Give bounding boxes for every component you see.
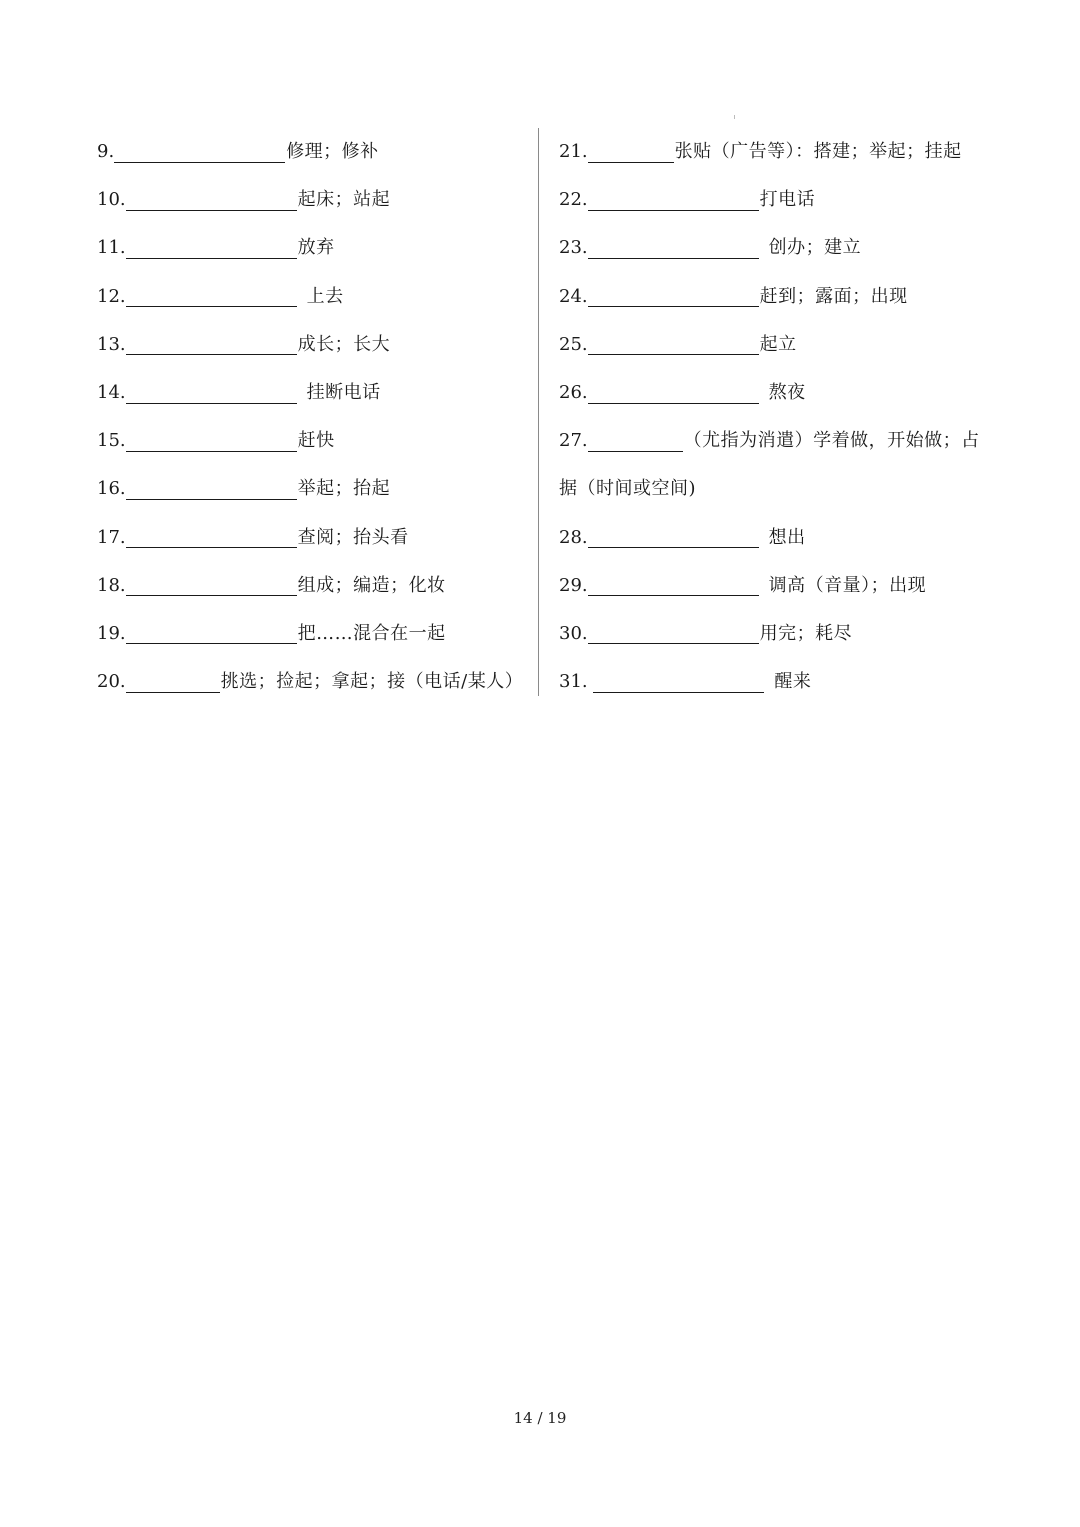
item-number: 20. — [97, 671, 126, 693]
answer-blank[interactable] — [126, 581, 297, 596]
list-item — [97, 224, 527, 272]
list-item — [97, 514, 527, 562]
item-meaning: 挑选；捡起；拿起；接（电话/某人） — [220, 671, 524, 693]
answer-blank[interactable] — [126, 678, 220, 693]
item-number: 15. — [97, 430, 126, 452]
item-meaning: （尤指为消遣）学着做，开始做；占 — [683, 430, 980, 452]
item-meaning: 起床；站起 — [297, 189, 391, 211]
answer-blank[interactable] — [588, 533, 759, 548]
list-item — [559, 610, 999, 658]
item-meaning: 想出 — [768, 526, 806, 548]
answer-blank[interactable] — [588, 244, 759, 259]
item-meaning: 起立 — [759, 333, 797, 355]
list-item — [559, 176, 999, 224]
item-number: 30. — [559, 622, 588, 644]
answer-blank[interactable] — [588, 389, 759, 404]
item-number: 23. — [559, 237, 588, 259]
list-item — [97, 562, 527, 610]
list-item — [97, 610, 527, 658]
item-number: 17. — [97, 526, 126, 548]
answer-blank[interactable] — [588, 629, 759, 644]
item-meaning: 创办；建立 — [768, 237, 862, 259]
page-number: 14 / 19 — [513, 1409, 567, 1427]
item-meaning: 打电话 — [759, 189, 816, 211]
item-number: 29. — [559, 574, 588, 596]
answer-blank[interactable] — [588, 292, 759, 307]
list-item — [97, 176, 527, 224]
item-meaning: 挂断电话 — [306, 382, 381, 404]
list-item — [559, 273, 999, 321]
item-number: 13. — [97, 333, 126, 355]
item-meaning: 熬夜 — [768, 382, 806, 404]
item-number: 19. — [97, 622, 126, 644]
item-meaning: 放弃 — [297, 237, 335, 259]
item-meaning: 醒来 — [774, 671, 812, 693]
answer-blank[interactable] — [588, 148, 674, 163]
answer-blank[interactable] — [126, 196, 297, 211]
list-item — [559, 224, 999, 272]
scan-mark — [734, 115, 735, 119]
list-item — [559, 321, 999, 369]
item-number: 11. — [97, 237, 126, 259]
answer-blank[interactable] — [114, 148, 285, 163]
item-meaning: 查阅；抬头看 — [297, 526, 409, 548]
item-number: 27. — [559, 430, 588, 452]
item-number: 26. — [559, 382, 588, 404]
answer-blank[interactable] — [126, 244, 297, 259]
answer-blank[interactable] — [126, 389, 297, 404]
answer-blank[interactable] — [126, 629, 297, 644]
item-number: 22. — [559, 189, 588, 211]
list-item — [97, 321, 527, 369]
list-item — [97, 417, 527, 465]
item-number: 31. — [559, 671, 594, 693]
item-meaning: 成长；长大 — [297, 333, 391, 355]
answer-blank[interactable] — [588, 581, 759, 596]
item-number: 14. — [97, 382, 126, 404]
item-meaning: 据（时间或空间) — [559, 478, 697, 500]
item-meaning: 张贴（广告等）：搭建；举起；挂起 — [674, 141, 962, 163]
item-meaning: 调高（音量）；出现 — [768, 574, 927, 596]
list-item — [559, 514, 999, 562]
item-number: 18. — [97, 574, 126, 596]
item-meaning: 组成；编造；化妆 — [297, 574, 446, 596]
item-meaning: 用完；耗尽 — [759, 622, 853, 644]
item-number: 25. — [559, 333, 588, 355]
item-meaning: 赶到；露面；出现 — [759, 285, 908, 307]
list-item — [97, 465, 527, 513]
item-number: 12. — [97, 285, 126, 307]
list-item — [559, 128, 999, 176]
item-meaning: 举起；抬起 — [297, 478, 391, 500]
answer-blank[interactable] — [126, 485, 297, 500]
column-divider — [538, 128, 539, 696]
left-column — [97, 128, 527, 706]
list-item — [97, 128, 527, 176]
item-number: 28. — [559, 526, 588, 548]
list-item — [97, 658, 527, 706]
answer-blank[interactable] — [588, 196, 759, 211]
right-column — [559, 128, 999, 706]
list-item — [559, 417, 999, 465]
answer-blank[interactable] — [593, 678, 764, 693]
list-item — [97, 369, 527, 417]
item-number: 21. — [559, 141, 588, 163]
list-item — [559, 562, 999, 610]
item-number: 9. — [97, 141, 115, 163]
answer-blank[interactable] — [126, 292, 297, 307]
list-item — [559, 658, 999, 706]
list-item — [559, 369, 999, 417]
item-meaning: 赶快 — [297, 430, 335, 452]
item-meaning: 上去 — [306, 285, 344, 307]
item-meaning: 修理；修补 — [286, 141, 379, 163]
list-item-continuation — [559, 465, 999, 513]
answer-blank[interactable] — [588, 340, 759, 355]
item-number: 16. — [97, 478, 126, 500]
item-number: 24. — [559, 285, 588, 307]
list-item — [97, 273, 527, 321]
item-meaning: 把……混合在一起 — [297, 622, 446, 644]
answer-blank[interactable] — [126, 437, 297, 452]
item-number: 10. — [97, 189, 126, 211]
answer-blank[interactable] — [588, 437, 683, 452]
answer-blank[interactable] — [126, 340, 297, 355]
answer-blank[interactable] — [126, 533, 297, 548]
